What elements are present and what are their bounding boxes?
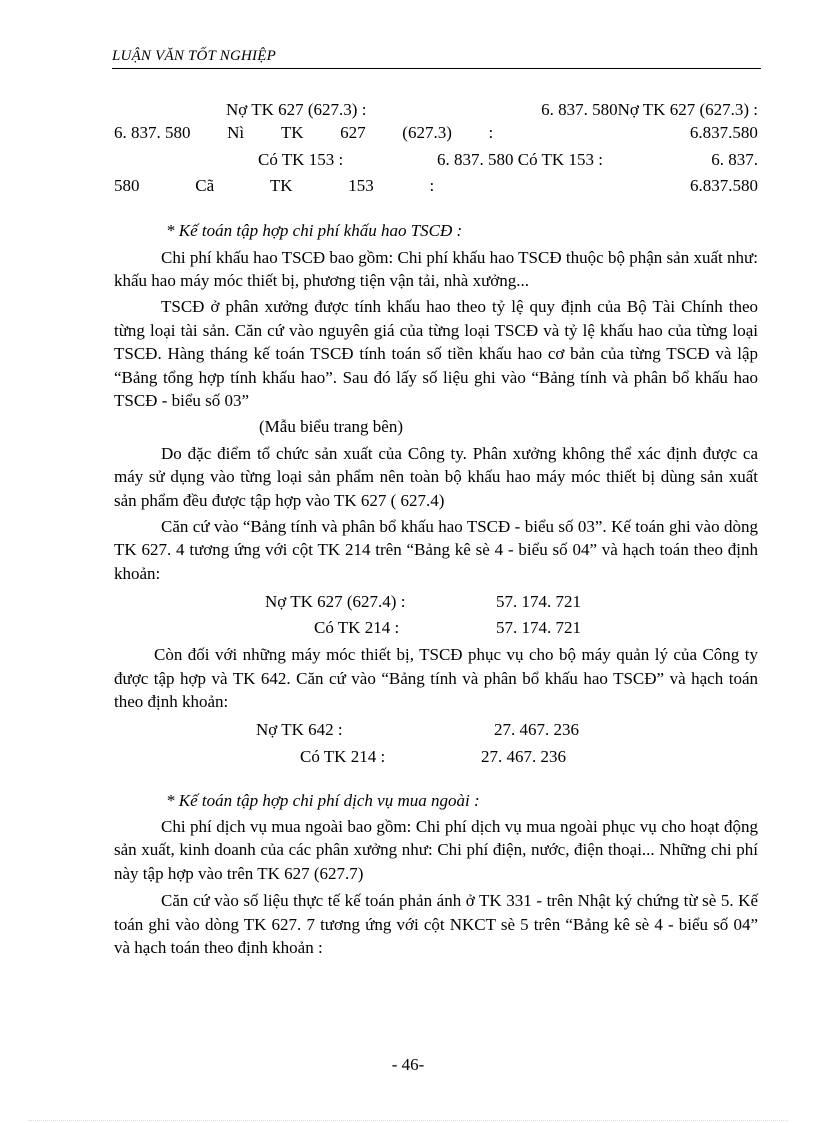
entry-amount: 57. 174. 721: [496, 618, 581, 638]
entry-label: Có TK 214 :: [300, 746, 386, 766]
entry-row-3-left: Có TK 153 :: [258, 149, 344, 169]
entry-label: Nợ TK 627 (627.4) :: [265, 592, 406, 612]
entry-row-1-right: 6. 837. 580Nợ TK 627 (627.3) :: [541, 100, 758, 119]
entry-row-4-total: 6.837.580: [689, 175, 758, 195]
entry-row-2-account: 627: [340, 123, 366, 143]
entry-row-2-amount: 6. 837. 580: [114, 123, 191, 143]
entry-row-2-tk: TK: [280, 123, 304, 143]
page-header: LUẬN VĂN TỐT NGHIỆP: [112, 48, 276, 64]
entry-amount: 27. 467. 236: [494, 719, 579, 739]
entry-row-4-account: 153: [348, 175, 374, 195]
journal-entry-debit: [114, 590, 758, 614]
entry-row-4-tk: TK: [269, 175, 293, 195]
paragraph: Căn cứ vào số liệu thực tế kế toán phản ánh ở TK 331 - trên Nhật ký chứng từ sè 5. Kế toán ghi vào dòng TK 627. 7 tương ứng với cột NKCT sè 5 trên “Bảng kê sè 4 - biểu số 04” và hạch toán theo định khoản :: [114, 891, 758, 957]
entry-row-2-sub: (627.3): [402, 123, 452, 143]
entry-row-2: [114, 121, 758, 144]
entry-label: Nợ TK 642 :: [256, 719, 343, 739]
entry-row-2-total: 6.837.580: [689, 123, 758, 143]
journal-entry-debit: [114, 718, 758, 742]
paragraph: TSCĐ ở phân xưởng được tính khấu hao theo tỷ lệ quy định của Bộ Tài Chính theo từng loại tài sản. Căn cứ vào nguyên giá của từng loại TSCĐ và tỷ lệ khấu hao của từng loại TSCĐ. Hàng tháng kế toán TSCĐ tính toán số tiền khấu hao cơ bản của từng TSCĐ và lập “Bảng tổng hợp tính khấu hao”. Sau đó lấy số liệu ghi vào “Bảng tính và phân bổ khấu hao TSCĐ - biểu số 03”: [114, 297, 758, 411]
paragraph: Còn đối với những máy móc thiết bị, TSCĐ phục vụ cho bộ máy quản lý của Công ty được tập hợp và TK 642. Căn cứ vào “Bảng tính và phân bổ khấu hao TSCĐ” và hạch toán theo định khoản:: [114, 645, 758, 712]
paragraph: Chi phí khấu hao TSCĐ bao gồm: Chi phí khấu hao TSCĐ thuộc bộ phận sản xuất như: khấu hao máy móc thiết bị, phương tiện vận tải, nhà xưởng...: [114, 247, 758, 291]
entry-row-4: [114, 174, 758, 197]
note-sample-form: (Mẫu biểu trang bên): [259, 417, 403, 437]
journal-entry-credit: [114, 745, 758, 769]
entry-amount: 27. 467. 236: [481, 746, 566, 766]
entry-amount: 57. 174. 721: [496, 592, 581, 612]
header-rule: [112, 68, 761, 69]
page-number: - 46-: [391, 1055, 425, 1074]
journal-entry-credit: [114, 616, 758, 640]
entry-row-2-label: Nì: [227, 123, 245, 143]
entry-row-1-left: Nợ TK 627 (627.3) :: [226, 100, 367, 119]
entry-row-4-label: Cã: [195, 175, 215, 195]
paragraph: Chi phí dịch vụ mua ngoài bao gồm: Chi phí dịch vụ mua ngoài phục vụ cho hoạt động sản xuất, kinh doanh của các phân xưởng như: Chi phí điện, nước, điện thoại... Những chi phí này tập hợp vào trên TK 627 (627.7): [114, 816, 758, 883]
entry-row-4-colon: :: [429, 175, 435, 195]
section-title-outsourced-services: * Kế toán tập hợp chi phí dịch vụ mua ngoài :: [166, 790, 480, 810]
entry-row-2-colon: :: [488, 123, 494, 143]
document-body: [114, 98, 758, 959]
paragraph: Do đặc điểm tổ chức sản xuất của Công ty. Phân xưởng không thể xác định được ca máy sử dụng vào từng loại sản phẩm nên toàn bộ khấu hao máy móc thiết bị dùng sản xuất sản phẩm đều được tập hợp vào TK 627 ( 627.4): [114, 443, 758, 510]
entry-row-3-right: 6. 837.: [711, 149, 758, 169]
entry-label: Có TK 214 :: [314, 618, 400, 638]
section-title-depreciation: * Kế toán tập hợp chi phí khấu hao TSCĐ :: [166, 221, 463, 241]
entry-row-3-mid: 6. 837. 580 Có TK 153 :: [437, 149, 603, 169]
footer-dotted-rule: [28, 1120, 788, 1121]
entry-row-4-amount: 580: [114, 175, 140, 195]
entry-row-3: [114, 148, 758, 174]
paragraph: Căn cứ vào “Bảng tính và phân bổ khấu hao TSCĐ - biểu số 03”. Kế toán ghi vào dòng TK 627. 4 tương ứng với cột TK 214 trên “Bảng kê sè 4 - biểu số 04” và hạch toán theo định khoản:: [114, 517, 758, 583]
entry-row-1: [114, 98, 758, 121]
